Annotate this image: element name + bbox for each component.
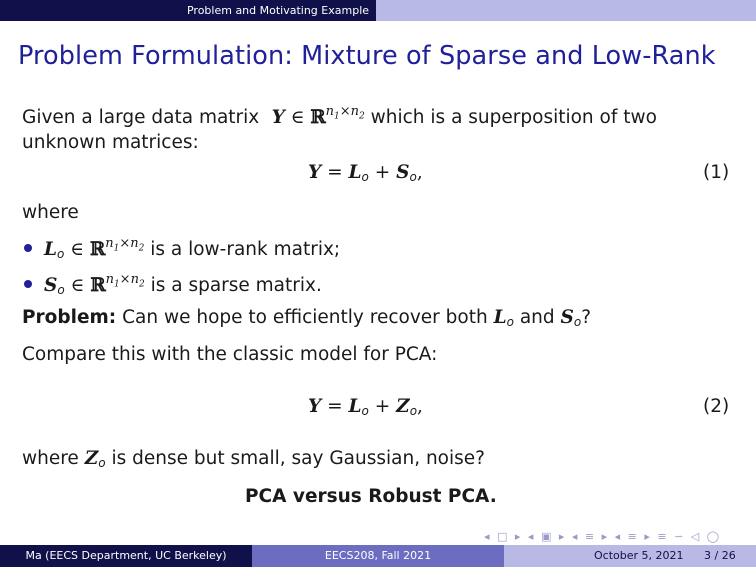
- where2-after: is dense but small, say Gaussian, noise?: [111, 448, 485, 469]
- footer-bar: [0, 545, 756, 567]
- where2-before: where: [22, 448, 79, 469]
- equation-2-number: (2): [703, 396, 730, 417]
- intro-text-after: which is a superposition of two: [370, 107, 657, 128]
- slide-title: Problem Formulation: Mixture of Sparse and Low-Rank: [18, 41, 716, 71]
- conclusion-text: PCA versus Robust PCA.: [245, 486, 497, 507]
- bullet-item-1: $L_o$ ∈ ℝ$^{n_1\times n_2}$ is a low-rank matrix;: [24, 236, 340, 261]
- math-in-R: ∈ ℝ$^{n_1\times n_2}$: [290, 104, 365, 128]
- intro-line-1: [22, 104, 657, 128]
- problem-text: Can we hope to efficiently recover both: [122, 307, 488, 328]
- equation-2: $Y = L_o + Z_o$,: [308, 396, 423, 418]
- equation-1-number: (1): [703, 162, 730, 183]
- bullet-1-text: is a low-rank matrix;: [150, 239, 341, 260]
- footer-page-number: 3 / 26: [704, 549, 736, 562]
- problem-question-mark: ?: [581, 307, 592, 328]
- compare-text: Compare this with the classic model for PCA:: [22, 344, 438, 365]
- header-section-title[interactable]: Problem and Motivating Example: [180, 0, 376, 21]
- intro-line-2: unknown matrices:: [22, 132, 199, 153]
- problem-and: and: [519, 307, 555, 328]
- bullet-icon: [24, 244, 32, 252]
- where2-line: where $Z_o$ is dense but small, say Gaussian, noise?: [22, 448, 485, 470]
- problem-line: Problem: Can we hope to efficiently recover both $L_o$ and $S_o$?: [22, 307, 592, 329]
- beamer-nav-icons[interactable]: ◂ □ ▸ ◂ ▣ ▸ ◂ ≡ ▸ ◂ ≡ ▸ ≡ ∽ ◁ ◯: [484, 530, 722, 543]
- math-Y: Y: [265, 107, 285, 128]
- footer-author: Ma (EECS Department, UC Berkeley): [0, 545, 252, 567]
- footer-date: October 5, 2021: [594, 549, 684, 562]
- header-right-block: [376, 0, 756, 21]
- bullet-2-text: is a sparse matrix.: [150, 275, 322, 296]
- footer-course: EECS208, Fall 2021: [252, 545, 504, 567]
- bullet-icon: [24, 280, 32, 288]
- intro-text-before: Given a large data matrix: [22, 107, 260, 128]
- equation-1: $Y = L_o + S_o$,: [308, 162, 423, 184]
- where-label: where: [22, 202, 79, 223]
- bullet-item-2: $S_o$ ∈ ℝ$^{n_1\times n_2}$ is a sparse matrix.: [24, 272, 322, 297]
- header-left-block: [0, 0, 180, 21]
- footer-right: [504, 545, 756, 567]
- problem-label: Problem:: [22, 307, 117, 328]
- header-bar: [0, 0, 756, 21]
